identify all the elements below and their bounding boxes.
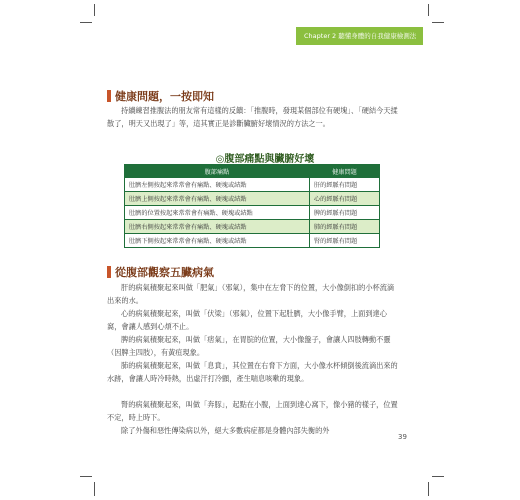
table-row	[125, 178, 380, 192]
table-title: ◎腹部痛點與臟腑好壞	[215, 154, 315, 165]
table-row	[125, 220, 380, 234]
table-cell: 腎的經脈有問題	[310, 234, 380, 248]
table-cell: 心的經脈有問題	[310, 192, 380, 206]
body-paragraph: 肺的病氣積聚起來，叫做「息賁」，其位置在右脅下方面，大小像水杯傾倒後流滴出來的水跡，會讓人時冷時熱，出虛汗打冷顫，產生喘息咳嗽的現象。	[107, 361, 398, 383]
table-header-row	[125, 165, 380, 178]
body-paragraph: 心的病氣積聚起來，叫做「伏梁」（邪氣），位置下起肚臍，大小像手臂，上面到達心窩，會讓人感到心煩不止。	[107, 309, 387, 331]
table-cell: 肚臍的位置按起來常常會有痛點、硬塊或結點	[125, 206, 310, 220]
table-header-cell: 健康問題	[310, 165, 380, 178]
table-cell: 肝的經脈有問題	[310, 178, 380, 192]
intro-paragraph: 持續練習推腹法的朋友常有這樣的反饋：「推腹時，發現某個部位有硬塊」、「硬結今天揉散了，明天又出現了」等，這其實正是診斷臟腑好壞情況的方法之一。	[107, 106, 398, 128]
table-row	[125, 192, 380, 206]
crop-mark	[428, 482, 429, 496]
table-cell: 肺的經脈有問題	[310, 220, 380, 234]
crop-mark	[428, 4, 429, 16]
table-cell: 肚臍上側按起來常常會有痛點、硬塊或結點	[125, 192, 310, 206]
section-heading-1	[107, 88, 214, 104]
page-number: 39	[398, 433, 407, 441]
crop-mark	[80, 476, 92, 477]
body-paragraph: 除了外傷和惡性傳染病以外，絕大多數病症都是身體內部失衡的外	[121, 426, 330, 435]
section-title: 從腹部觀察五臟病氣	[115, 266, 214, 279]
crop-mark	[94, 482, 95, 496]
section-heading-2	[107, 264, 214, 280]
section-title: 健康問題，一按即知	[115, 90, 214, 103]
crop-mark	[432, 22, 444, 23]
table-row	[125, 206, 380, 220]
crop-mark	[432, 476, 444, 477]
chapter-header: Chapter 2 聽懂身體的自我健康檢測法	[296, 27, 423, 45]
crop-mark	[94, 4, 95, 16]
table-cell: 肚臍右側按起來常常會有痛點、硬塊或結點	[125, 220, 310, 234]
health-table	[124, 164, 380, 248]
table-cell: 肚臍下側按起來常常會有痛點、硬塊或結點	[125, 234, 310, 248]
body-paragraph: 脾的病氣積聚起來，叫做「痞氣」，在胃脘的位置，大小像盤子，會讓人四肢轉動不靈（因脾主四肢），有黃疸現象。	[107, 335, 391, 357]
heading-bar-icon	[107, 90, 111, 102]
body-paragraph: 肝的病氣積聚起來叫做「肥氣」（邪氣），集中在左脅下的位置，大小像倒扣的小杯流滴出來的水。	[107, 283, 395, 305]
heading-bar-icon	[107, 266, 111, 278]
table-cell: 肚臍左側按起來常常會有痛點、硬塊或結點	[125, 178, 310, 192]
table-header-cell: 腹部痛點	[125, 165, 310, 178]
table-row	[125, 234, 380, 248]
table-cell: 脾的經脈有問題	[310, 206, 380, 220]
body-paragraph: 腎的病氣積聚起來，叫做「奔豚」，起點在小腹，上面到達心窩下，像小豬的樣子，位置不定，時上時下。	[107, 400, 398, 422]
crop-mark	[80, 22, 92, 23]
